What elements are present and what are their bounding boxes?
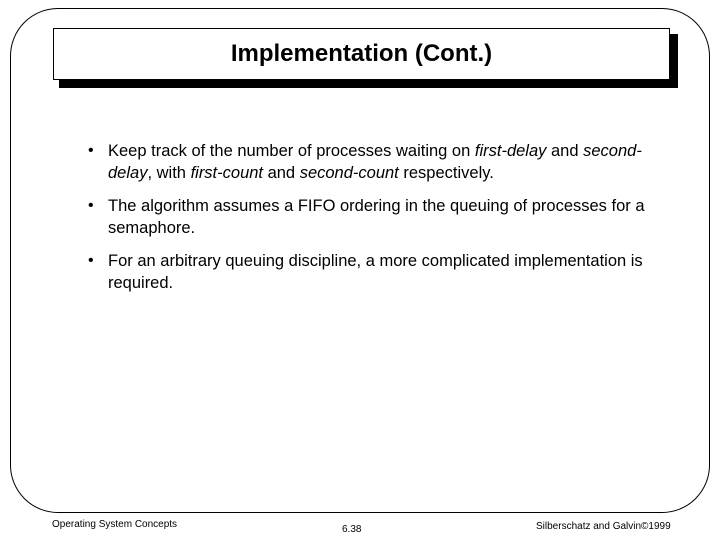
- bullet-dot-icon: •: [88, 252, 94, 269]
- bullet-text: respectively.: [398, 164, 494, 182]
- bullet-text: For an arbitrary queuing discipline, a more complicated implementation is required.: [108, 252, 643, 292]
- footer-course: Operating System Concepts: [52, 519, 178, 530]
- bullet-text-italic: second-delay: [108, 142, 642, 182]
- bullet-text-italic: second-count: [299, 164, 399, 182]
- bullet-item: [88, 250, 648, 294]
- bullet-text-italic: first-delay: [474, 142, 547, 160]
- bullet-text: , with: [147, 164, 191, 182]
- bullet-text: Keep track of the number of processes waiting on: [108, 142, 475, 160]
- bullet-item: [88, 140, 648, 184]
- bullet-text-italic: first-count: [190, 164, 263, 182]
- bullet-text: The algorithm assumes a FIFO ordering in the queuing of processes for a semaphore.: [108, 197, 645, 237]
- bullet-item: [88, 195, 648, 239]
- bullet-text: and: [546, 142, 584, 160]
- footer-page-number: 6.38: [342, 524, 362, 535]
- footer-copyright: Silberschatz and Galvin©1999: [536, 521, 671, 532]
- bullet-dot-icon: •: [88, 197, 94, 214]
- bullet-dot-icon: •: [88, 142, 94, 159]
- bullet-list: [88, 140, 648, 305]
- slide-title: Implementation (Cont.): [53, 28, 670, 80]
- bullet-text: and: [263, 164, 300, 182]
